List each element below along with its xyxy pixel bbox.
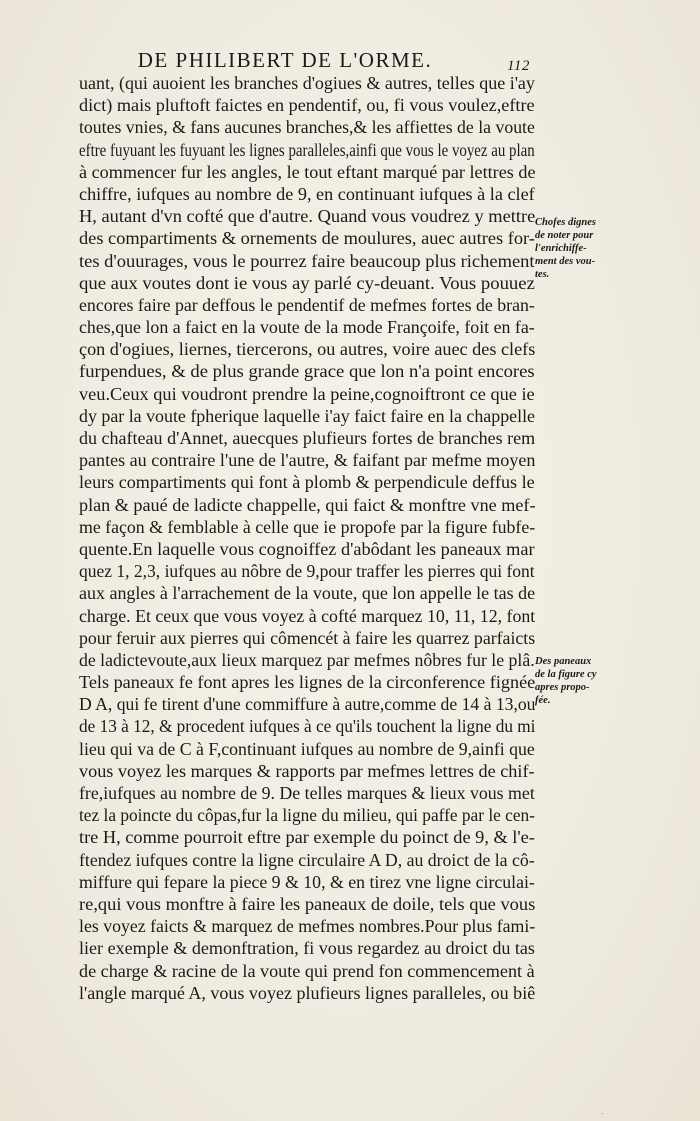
text-line: charge. Et ceux que vous voyez à cofté marquez 10, 11, 12, font bbox=[79, 605, 536, 626]
text-line: eftre fuyuant les fuyuant les lignes paralleles,ainfi que vous le voyez au plan bbox=[79, 139, 535, 160]
text-line: du chafteau d'Annet, auecques plufieurs fortes de branches rem bbox=[79, 428, 536, 448]
text-line: furpendues, & de plus grande grace que lon n'a point encores bbox=[79, 361, 535, 382]
text-line: toutes vnies, & fans aucunes branches,& les affiettes de la voute bbox=[79, 117, 535, 138]
body-text bbox=[79, 72, 535, 1004]
text-line: fre,iufques au nombre de 9. De telles marques & lieux vous met bbox=[79, 783, 535, 803]
text-line: à commencer fur les angles, le tout eftant marqué par lettres de bbox=[79, 161, 536, 182]
text-line: çon d'ogiues, liernes, tiercerons, ou autres, voire auec des clefs bbox=[79, 339, 536, 360]
text-line: l'angle marqué A, vous voyez plufieurs lignes paralleles, ou biê bbox=[79, 982, 536, 1003]
margin-note-line: fée. bbox=[535, 695, 551, 706]
margin-note-line: apres propo- bbox=[535, 682, 590, 693]
text-line: tez la poincte du côpas,fur la ligne du milieu, qui paffe par le cen- bbox=[79, 805, 535, 826]
text-line: H, autant d'vn cofté que d'autre. Quand vous voudrez y mettre bbox=[79, 206, 536, 227]
text-line: ches,que lon a faict en la voute de la mode Françoife, foit en fa- bbox=[79, 317, 535, 338]
text-line: lier exemple & demonftration, fi vous regardez au droict du tas bbox=[79, 938, 535, 959]
margin-note-line: tes. bbox=[535, 269, 550, 280]
margin-note-line: Des paneaux bbox=[535, 656, 592, 667]
text-line: me façon & femblable à celle que ie propofe par la figure fubfe- bbox=[79, 516, 536, 537]
corner-mark-icon: ⸳ bbox=[601, 1108, 604, 1117]
text-line: ftendez iufques contre la ligne circulaire A D, au droict de la cô- bbox=[79, 849, 535, 870]
text-line: tre H, comme pourroit eftre par exemple du poinct de 9, & l'e- bbox=[79, 827, 535, 848]
text-line: veu.Ceux qui voudront prendre la peine,cognoiftront ce que ie bbox=[79, 383, 535, 404]
text-line: pour feruir aux pierres qui cômencét à faire les quarrez parfaicts bbox=[79, 627, 536, 648]
margin-note-line: ment des vou- bbox=[535, 256, 596, 267]
text-line: Tels paneaux fe font apres les lignes de la circonference fignée bbox=[79, 672, 536, 693]
text-line: de 13 à 12, & procedent iufques à ce qu'ils touchent la ligne du mi bbox=[79, 716, 536, 737]
text-line: uant, (qui auoient les branches d'ogiues & autres, telles que i'ay bbox=[79, 73, 535, 93]
text-line: miffure qui fepare la piece 9 & 10, & en tirez vne ligne circulai- bbox=[79, 871, 535, 892]
margin-note-line: l'enrichiffe- bbox=[535, 243, 587, 254]
text-line: les voyez faicts & marquez de mefmes nombres.Pour plus fami- bbox=[79, 916, 536, 937]
text-line: dy par la voute fpherique laquelle i'ay faict faire en la chappelle bbox=[79, 405, 535, 426]
text-line: dict) mais pluftoft faictes en pendentif, ou, fi vous voulez,eftre bbox=[79, 95, 535, 116]
text-line: re,qui vous monftre à faire les paneaux de doile, tels que vous bbox=[79, 893, 536, 914]
text-line: tes d'ouurages, vous le pourrez faire beaucoup plus richement bbox=[79, 250, 535, 271]
margin-note-enrichissement bbox=[535, 216, 625, 281]
text-line: D A, qui fe tirent d'une commiffure à autre,comme de 14 à 13,ou bbox=[79, 694, 536, 715]
text-line: encores faire par deffous le pendentif de mefmes fortes de bran- bbox=[79, 294, 535, 315]
text-line: aux angles à l'arrachement de la voute, que lon appelle le tas de bbox=[79, 583, 536, 604]
text-line: pantes au contraire l'une de l'autre, & faifant par mefme moyen bbox=[79, 450, 536, 471]
margin-note-paneaux bbox=[535, 655, 625, 707]
text-line: que aux voutes dont ie vous ay parlé cy-deuant. Vous pouuez bbox=[79, 272, 535, 293]
text-line: plan & paué de ladicte chappelle, qui faict & monftre vne mef- bbox=[79, 494, 536, 515]
text-line: des compartiments & ornements de moulures, auec autres for- bbox=[79, 228, 535, 249]
text-line: vous voyez les marques & rapports par mefmes lettres de chif- bbox=[79, 760, 535, 781]
text-line: quez 1, 2,3, iufques au nôbre de 9,pour traffer les pierres qui font bbox=[79, 561, 535, 582]
running-head: DE PHILIBERT DE L'ORME. bbox=[137, 48, 433, 72]
text-line: de ladictevoute,aux lieux marquez par mefmes nôbres fur le plâ. bbox=[79, 649, 535, 670]
margin-note-line: de noter pour bbox=[535, 230, 594, 241]
text-line: de charge & racine de la voute qui prend fon commencement à bbox=[79, 960, 535, 981]
page-number: 112 bbox=[507, 58, 530, 74]
margin-note-line: de la figure cy bbox=[535, 669, 597, 680]
text-line: quente.En laquelle vous cognoiffez d'abôdant les paneaux mar bbox=[79, 538, 535, 559]
margin-note-line: Chofes dignes bbox=[535, 217, 596, 228]
text-line: lieu qui va de C à F,continuant iufques au nombre de 9,ainfi que bbox=[79, 738, 535, 759]
text-line: leurs compartiments qui font à plomb & perpendicule deffus le bbox=[79, 472, 535, 493]
text-line: chiffre, iufques au nombre de 9, en continuant iufques à la clef bbox=[79, 183, 535, 204]
